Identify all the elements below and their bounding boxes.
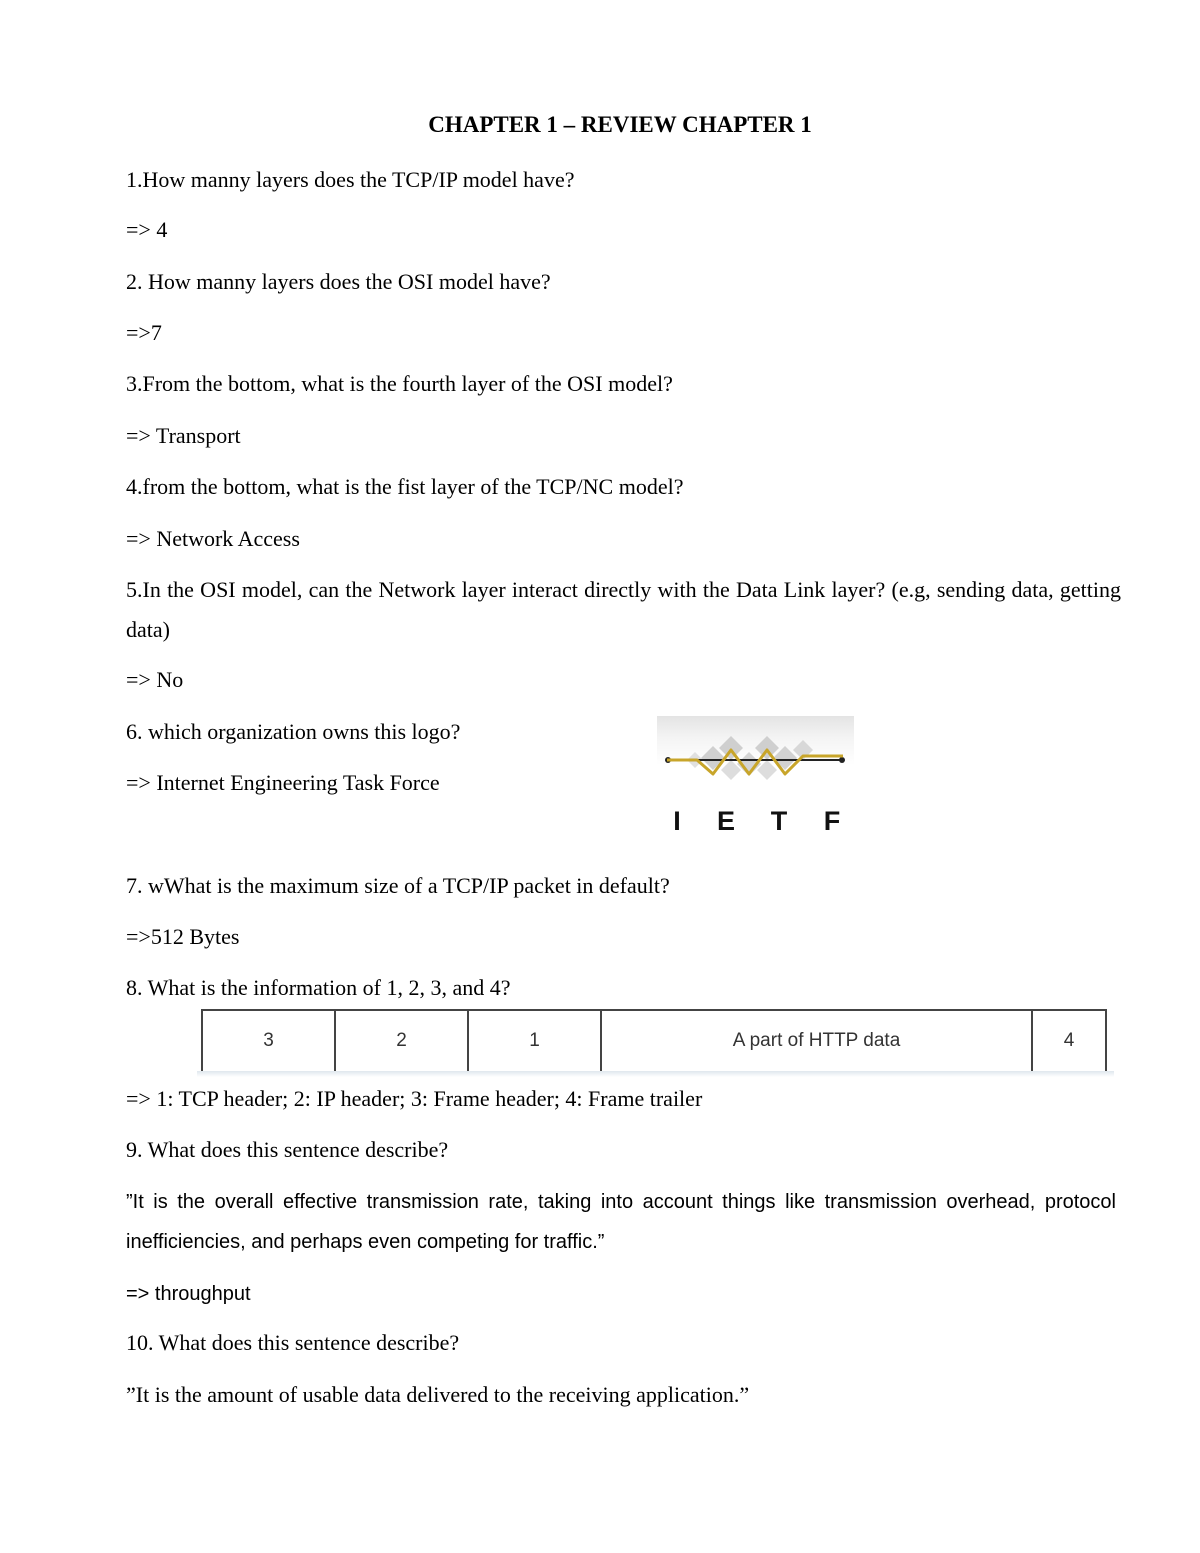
logo-letter-f: F [823,806,841,836]
question-1: 1.How manny layers does the TCP/IP model have? [126,167,575,192]
question-3: 3.From the bottom, what is the fourth layer of the OSI model? [126,371,673,396]
question-9: 9. What does this sentence describe? [126,1137,449,1162]
answer-5: => No [126,667,184,692]
question-5: 5.In the OSI model, can the Network layer interact directly with the Data Link layer? (e.g, sending data, getting data) [126,577,1121,642]
question-7: 7. wWhat is the maximum size of a TCP/IP packet in default? [126,873,670,898]
answer-7: =>512 Bytes [126,924,240,949]
question-10: 10. What does this sentence describe? [126,1330,460,1355]
answer-1: => 4 [126,217,168,242]
answer-3: => Transport [126,423,241,448]
packet-diagram [197,1007,1114,1077]
answer-6: => Internet Engineering Task Force [126,770,440,795]
logo-endpoint [839,757,845,763]
packet-row [202,1010,1106,1072]
packet-cell-frame-trailer: 4 [1032,1010,1106,1072]
packet-cell-frame-header: 3 [202,1010,335,1072]
logo-letter-i: I [673,806,681,836]
answer-9: => throughput [126,1283,251,1305]
packet-cell-ip-header: 2 [335,1010,468,1072]
question-2: 2. How manny layers does the OSI model have? [126,269,551,294]
answer-8: => 1: TCP header; 2: IP header; 3: Frame header; 4: Frame trailer [126,1086,703,1111]
packet-shadow [197,1071,1114,1077]
packet-cell-http-data: A part of HTTP data [601,1010,1032,1072]
packet-cell-tcp-header: 1 [468,1010,601,1072]
packet-table [201,1009,1107,1073]
ietf-logo-graphic [657,716,854,838]
question-8: 8. What is the information of 1, 2, 3, and 4? [126,975,511,1000]
quote-10: ”It is the amount of usable data delivered to the receiving application.” [126,1382,750,1407]
logo-letter-t: T [770,806,788,836]
question-4: 4.from the bottom, what is the fist layer of the TCP/NC model? [126,474,684,499]
answer-2: =>7 [126,320,162,345]
answer-4: => Network Access [126,526,300,551]
logo-letter-e: E [716,806,736,836]
ietf-logo [657,716,854,838]
quote-9: ”It is the overall effective transmission rate, taking into account things like transmission overhead, protocol inefficiencies, and perhaps even competing for traffic.” [126,1191,1116,1253]
page-title: CHAPTER 1 – REVIEW CHAPTER 1 [428,112,812,137]
question-6: 6. which organization owns this logo? [126,719,461,744]
